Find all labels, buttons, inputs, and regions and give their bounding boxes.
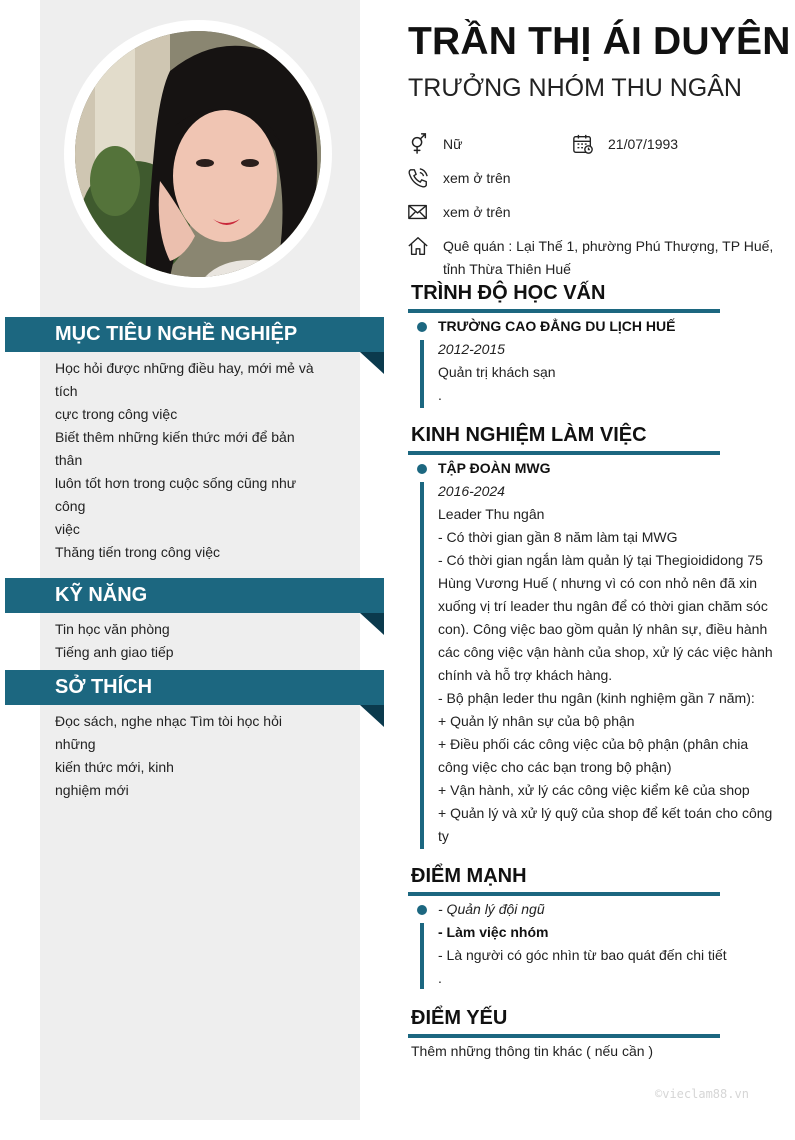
objective-text	[55, 357, 316, 564]
experience-line: chính và hỗ trợ khách hàng.	[438, 667, 613, 683]
skill-item: Tiếng anh giao tiếp	[55, 644, 174, 660]
weaknesses-text: Thêm những thông tin khác ( nếu cần )	[411, 1043, 654, 1059]
watermark: ©vieclam88.vn	[655, 1087, 749, 1101]
calendar-icon	[572, 133, 594, 155]
company-name: TẬP ĐOÀN MWG	[438, 460, 551, 476]
strength-line: - Quản lý đội ngũ	[438, 901, 545, 917]
avatar	[75, 31, 321, 277]
avatar-photo	[75, 31, 321, 277]
candidate-role: TRƯỞNG NHÓM THU NGÂN	[408, 74, 742, 102]
hobby-line: kiến thức mới, kinh	[55, 759, 174, 775]
birthday-value: 21/07/1993	[608, 136, 679, 152]
hobby-line: nghiệm mới	[55, 782, 129, 798]
timeline-dot	[417, 905, 427, 915]
phone-value: xem ở trên	[443, 170, 511, 186]
objective-line: Biết thêm những kiến thức mới để bản	[55, 429, 295, 445]
experience-line: ty	[438, 828, 449, 844]
experience-line: - Có thời gian ngắn làm quản lý tại Thegioididong 75	[438, 552, 763, 568]
ribbon-fold	[360, 352, 384, 374]
candidate-name: TRẦN THỊ ÁI DUYÊN	[408, 20, 791, 63]
school-name: TRƯỜNG CAO ĐẲNG DU LỊCH HUẾ	[438, 318, 676, 334]
section-underline	[408, 309, 720, 313]
section-underline	[408, 1034, 720, 1038]
strength-line: .	[438, 970, 442, 986]
education-major: Quản trị khách sạn	[438, 364, 556, 380]
section-title-experience: KINH NGHIỆM LÀM VIỆC	[411, 424, 647, 446]
education-note: .	[438, 387, 442, 403]
gender-value: Nữ	[443, 136, 463, 152]
hometown-line: Quê quán : Lại Thế 1, phường Phú Thượng, TP Huế,	[443, 238, 774, 254]
strength-line: - Là người có góc nhìn từ bao quát đến chi tiết	[438, 947, 727, 963]
experience-line: + Quản lý và xử lý quỹ của shop để kết toán cho công	[438, 805, 773, 821]
section-header-hobbies: SỞ THÍCH	[5, 670, 384, 705]
section-underline	[408, 892, 720, 896]
objective-line: việc	[55, 521, 80, 537]
hobby-line: những	[55, 736, 96, 752]
timeline-dot	[417, 464, 427, 474]
timeline-bar	[420, 923, 424, 989]
education-entry	[438, 315, 775, 407]
objective-line: Thăng tiến trong công việc	[55, 544, 220, 560]
experience-line: + Vận hành, xử lý các công việc kiểm kê của shop	[438, 782, 750, 798]
hometown-address	[443, 235, 773, 281]
experience-line: con). Công việc bao gồm quản lý nhân sự, điều hành	[438, 621, 768, 637]
strengths-entry	[438, 898, 775, 990]
gender-icon	[407, 133, 429, 155]
section-header-objective: MỤC TIÊU NGHỀ NGHIỆP	[5, 317, 384, 352]
experience-line: + Điều phối các công việc của bộ phận (phân chia	[438, 736, 749, 752]
skill-item: Tin học văn phòng	[55, 621, 170, 637]
strength-line: - Làm việc nhóm	[438, 924, 549, 940]
experience-line: Hùng Vương Huế ( nhưng vì có con nhỏ nên đã xin	[438, 575, 758, 591]
education-period: 2012-2015	[438, 341, 505, 357]
home-icon	[407, 235, 429, 257]
timeline-bar	[420, 340, 424, 408]
email-value: xem ở trên	[443, 204, 511, 220]
section-underline	[408, 451, 720, 455]
hobby-line: Đọc sách, nghe nhạc Tìm tòi học hỏi	[55, 713, 282, 729]
timeline-dot	[417, 322, 427, 332]
ribbon-fold	[360, 705, 384, 727]
hometown-line: tỉnh Thừa Thiên Huế	[443, 261, 571, 277]
mail-icon	[407, 201, 429, 223]
experience-position: Leader Thu ngân	[438, 506, 545, 522]
objective-line: Học hỏi được những điều hay, mới mẻ và	[55, 360, 314, 376]
experience-line: - Có thời gian gần 8 năm làm tại MWG	[438, 529, 678, 545]
objective-line: tích	[55, 383, 78, 399]
experience-line: công việc cho các bạn trong bộ phận)	[438, 759, 672, 775]
objective-line: thân	[55, 452, 83, 468]
experience-period: 2016-2024	[438, 483, 505, 499]
section-title-education: TRÌNH ĐỘ HỌC VẤN	[411, 282, 606, 304]
hobbies-text	[55, 710, 316, 802]
experience-line: + Quản lý nhân sự của bộ phận	[438, 713, 635, 729]
experience-line: - Bộ phận leder thu ngân (kinh nghiệm gần 7 năm):	[438, 690, 755, 706]
section-title-weaknesses: ĐIỂM YẾU	[411, 1007, 508, 1029]
objective-line: cực trong công việc	[55, 406, 178, 422]
skills-text	[55, 618, 316, 664]
section-header-skills: KỸ NĂNG	[5, 578, 384, 613]
objective-line: luôn tốt hơn trong cuộc sống cũng như	[55, 475, 297, 491]
experience-line: xuống vị trí leader thu ngân để có thời gian chăm sóc	[438, 598, 768, 614]
section-title-strengths: ĐIỂM MẠNH	[411, 865, 527, 887]
phone-icon	[407, 167, 429, 189]
experience-line: các công việc vận hành của shop, xử lý các việc hành	[438, 644, 773, 660]
timeline-bar	[420, 482, 424, 849]
objective-line: công	[55, 498, 86, 514]
ribbon-fold	[360, 613, 384, 635]
experience-entry	[438, 457, 775, 848]
